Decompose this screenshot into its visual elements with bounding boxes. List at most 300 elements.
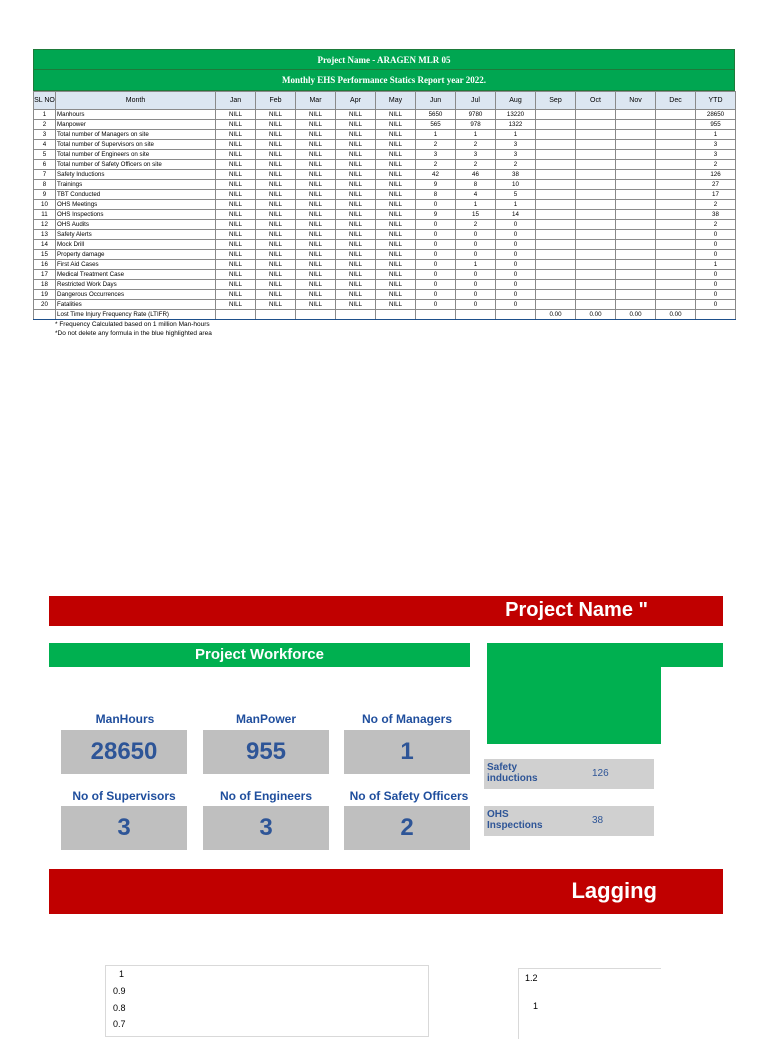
row-number: 5 (34, 150, 56, 160)
table-cell: 0 (456, 250, 496, 260)
project-name-text: Project Name " (505, 599, 648, 621)
table-cell: NILL (376, 280, 416, 290)
table-cell: NILL (296, 110, 336, 120)
ytd-cell: 27 (696, 180, 736, 190)
ytd-cell: 0 (696, 250, 736, 260)
ytd-cell: 28650 (696, 110, 736, 120)
table-cell: NILL (296, 300, 336, 310)
table-cell: 46 (456, 170, 496, 180)
report-subtitle: Monthly EHS Performance Statics Report year 2022. (33, 70, 735, 91)
table-cell: NILL (256, 260, 296, 270)
table-cell: 2 (416, 140, 456, 150)
table-cell: 1 (456, 200, 496, 210)
table-cell: 0.00 (656, 310, 696, 320)
table-cell: NILL (256, 140, 296, 150)
column-header: Sep (536, 92, 576, 110)
table-cell: NILL (376, 140, 416, 150)
chart-right-tick: 1 (533, 1001, 539, 1011)
column-header: SL NO (34, 92, 56, 110)
table-cell (616, 150, 656, 160)
column-header: Jun (416, 92, 456, 110)
table-cell (576, 200, 616, 210)
table-cell: NILL (256, 300, 296, 310)
table-cell: NILL (336, 260, 376, 270)
column-header: Feb (256, 92, 296, 110)
table-cell (656, 200, 696, 210)
table-cell: 0 (416, 260, 456, 270)
table-cell (576, 180, 616, 190)
table-cell (616, 200, 656, 210)
row-metric-name: OHS Meetings (56, 200, 216, 210)
row-number: 14 (34, 240, 56, 250)
table-cell: 0 (416, 230, 456, 240)
table-cell: NILL (336, 220, 376, 230)
table-cell: 565 (416, 120, 456, 130)
mini-value-inspections: 38 (592, 815, 604, 826)
table-cell: 0 (496, 270, 536, 280)
table-cell: 4 (456, 190, 496, 200)
table-cell: 0 (416, 270, 456, 280)
table-cell: NILL (296, 180, 336, 190)
table-cell: NILL (256, 150, 296, 160)
table-cell: NILL (296, 250, 336, 260)
kpi-label-manpower: ManPower (235, 712, 296, 726)
table-cell: NILL (376, 300, 416, 310)
table-cell: NILL (336, 210, 376, 220)
table-cell: NILL (376, 270, 416, 280)
table-cell: NILL (296, 290, 336, 300)
column-header: Jan (216, 92, 256, 110)
table-row (34, 120, 736, 130)
table-cell: 0 (496, 260, 536, 270)
table-cell (536, 190, 576, 200)
table-cell: NILL (336, 300, 376, 310)
table-cell: 0.00 (576, 310, 616, 320)
table-cell (616, 230, 656, 240)
table-row (34, 220, 736, 230)
table-cell (656, 190, 696, 200)
row-number: 6 (34, 160, 56, 170)
table-cell: NILL (216, 110, 256, 120)
table-cell (576, 290, 616, 300)
kpi-value-manpower: 955 (203, 730, 329, 774)
stats-table (33, 91, 736, 320)
table-cell: 0 (416, 220, 456, 230)
table-cell: NILL (216, 180, 256, 190)
table-row (34, 260, 736, 270)
row-number: 18 (34, 280, 56, 290)
table-cell: 2 (416, 160, 456, 170)
table-cell: NILL (376, 200, 416, 210)
table-cell (656, 260, 696, 270)
table-cell (256, 310, 296, 320)
table-cell: 0 (456, 290, 496, 300)
mini-label-inspections: OHS Inspections (487, 809, 543, 831)
kpi-value-manhours: 28650 (61, 730, 187, 774)
row-metric-name: TBT Conducted (56, 190, 216, 200)
table-cell (576, 110, 616, 120)
table-cell: NILL (336, 290, 376, 300)
row-metric-name: Restricted Work Days (56, 280, 216, 290)
ltifr-row (34, 310, 736, 320)
project-name-banner (49, 596, 723, 626)
table-cell: NILL (336, 230, 376, 240)
ytd-cell: 3 (696, 140, 736, 150)
lagging-banner (49, 869, 723, 914)
table-cell: NILL (296, 150, 336, 160)
table-cell: 0 (456, 300, 496, 310)
table-cell: NILL (336, 170, 376, 180)
kpi-value-managers: 1 (344, 730, 470, 774)
table-row (34, 280, 736, 290)
table-cell (656, 170, 696, 180)
table-cell (656, 280, 696, 290)
mini-card-inductions (484, 759, 654, 789)
table-cell: NILL (296, 120, 336, 130)
table-cell: 3 (416, 150, 456, 160)
table-cell: NILL (336, 250, 376, 260)
table-cell: 0 (456, 270, 496, 280)
kpi-value-engineers: 3 (203, 806, 329, 850)
table-cell (656, 120, 696, 130)
table-cell: NILL (256, 190, 296, 200)
table-cell: NILL (376, 230, 416, 240)
row-metric-name: OHS Audits (56, 220, 216, 230)
table-cell (576, 190, 616, 200)
ytd-cell: 1 (696, 260, 736, 270)
table-cell (576, 300, 616, 310)
row-number: 13 (34, 230, 56, 240)
table-cell: NILL (216, 210, 256, 220)
project-workforce-header: Project Workforce (49, 643, 470, 667)
row-metric-name: Property damage (56, 250, 216, 260)
table-cell (336, 310, 376, 320)
table-cell: 3 (456, 150, 496, 160)
table-row (34, 130, 736, 140)
table-row (34, 210, 736, 220)
table-cell (536, 290, 576, 300)
report-notes (33, 320, 735, 338)
row-metric-name: OHS Inspections (56, 210, 216, 220)
chart-left-tick: 0.9 (113, 986, 126, 996)
ltifr-label: Lost Time Injury Frequency Rate (LTIFR) (56, 310, 216, 320)
table-cell: NILL (376, 110, 416, 120)
row-metric-name: Dangerous Occurrences (56, 290, 216, 300)
lagging-chart-right (518, 968, 661, 1039)
table-cell: 9 (416, 210, 456, 220)
table-cell: 2 (456, 160, 496, 170)
row-number: 2 (34, 120, 56, 130)
table-cell: 0 (416, 200, 456, 210)
row-metric-name: Total number of Engineers on site (56, 150, 216, 160)
row-number: 8 (34, 180, 56, 190)
table-cell: 0 (496, 240, 536, 250)
table-row (34, 110, 736, 120)
note-frequency: * Frequency Calculated based on 1 million Man-hours (55, 321, 210, 328)
kpi-value-safety-officers: 2 (344, 806, 470, 850)
table-cell: NILL (216, 230, 256, 240)
table-cell: 1 (456, 130, 496, 140)
table-cell: NILL (216, 260, 256, 270)
ytd-cell: 0 (696, 230, 736, 240)
table-cell (616, 250, 656, 260)
table-cell: 0 (496, 250, 536, 260)
table-cell (616, 140, 656, 150)
table-cell: 2 (496, 160, 536, 170)
ytd-cell: 38 (696, 210, 736, 220)
green-panel (487, 643, 661, 744)
table-cell: 0 (456, 240, 496, 250)
table-cell: 2 (456, 140, 496, 150)
column-header: Mar (296, 92, 336, 110)
column-header: Jul (456, 92, 496, 110)
table-cell (656, 150, 696, 160)
column-header: May (376, 92, 416, 110)
table-row (34, 190, 736, 200)
table-cell: 8 (456, 180, 496, 190)
table-cell: NILL (216, 120, 256, 130)
table-cell: 38 (496, 170, 536, 180)
ytd-cell: 1 (696, 130, 736, 140)
table-cell: 1 (456, 260, 496, 270)
table-cell (536, 280, 576, 290)
table-cell: NILL (216, 170, 256, 180)
table-cell (536, 150, 576, 160)
table-cell (616, 120, 656, 130)
table-cell: NILL (376, 160, 416, 170)
table-cell (656, 270, 696, 280)
table-cell: NILL (216, 140, 256, 150)
table-cell (536, 200, 576, 210)
ytd-cell: 0 (696, 290, 736, 300)
table-cell (296, 310, 336, 320)
ytd-cell: 0 (696, 240, 736, 250)
column-header: Month (56, 92, 216, 110)
table-cell: NILL (216, 150, 256, 160)
table-cell: NILL (296, 280, 336, 290)
table-cell: 8 (416, 190, 456, 200)
table-cell: 14 (496, 210, 536, 220)
table-cell (536, 160, 576, 170)
table-cell: 0 (416, 240, 456, 250)
table-cell: NILL (256, 170, 296, 180)
table-row (34, 230, 736, 240)
row-number: 1 (34, 110, 56, 120)
table-cell (656, 140, 696, 150)
table-cell: NILL (376, 250, 416, 260)
table-cell (616, 290, 656, 300)
table-cell (536, 240, 576, 250)
table-cell: NILL (296, 140, 336, 150)
green-strip (661, 643, 723, 667)
table-cell: NILL (216, 270, 256, 280)
table-cell: NILL (256, 230, 296, 240)
table-cell: NILL (256, 290, 296, 300)
table-cell: NILL (216, 250, 256, 260)
table-cell: 0 (496, 300, 536, 310)
table-cell (536, 300, 576, 310)
table-cell: NILL (296, 240, 336, 250)
table-cell: NILL (336, 190, 376, 200)
table-cell (576, 210, 616, 220)
column-header: Nov (616, 92, 656, 110)
ytd-cell: 2 (696, 200, 736, 210)
table-cell (576, 280, 616, 290)
ytd-cell: 126 (696, 170, 736, 180)
table-cell: NILL (376, 180, 416, 190)
table-cell: 5650 (416, 110, 456, 120)
table-cell (536, 210, 576, 220)
table-cell (656, 300, 696, 310)
table-cell: NILL (256, 280, 296, 290)
table-cell (536, 130, 576, 140)
kpi-label-managers: No of Managers (361, 712, 452, 726)
row-metric-name: Total number of Safety Officers on site (56, 160, 216, 170)
table-cell: NILL (296, 220, 336, 230)
table-cell: 0 (416, 250, 456, 260)
mini-label-inductions: Safety inductions (487, 762, 538, 784)
table-row (34, 180, 736, 190)
table-cell: NILL (296, 230, 336, 240)
table-cell (656, 250, 696, 260)
ytd-cell: 2 (696, 160, 736, 170)
row-number: 4 (34, 140, 56, 150)
table-cell: 0.00 (616, 310, 656, 320)
table-cell (656, 110, 696, 120)
table-cell: NILL (216, 200, 256, 210)
table-cell (616, 280, 656, 290)
table-cell (576, 240, 616, 250)
table-cell: NILL (296, 200, 336, 210)
ytd-cell: 955 (696, 120, 736, 130)
table-cell: NILL (216, 130, 256, 140)
table-cell (616, 170, 656, 180)
table-row (34, 270, 736, 280)
table-cell: 5 (496, 190, 536, 200)
table-row (34, 140, 736, 150)
table-cell: 9780 (456, 110, 496, 120)
row-number: 17 (34, 270, 56, 280)
column-header: YTD (696, 92, 736, 110)
table-cell: NILL (376, 130, 416, 140)
table-cell: NILL (216, 190, 256, 200)
table-cell: 1 (416, 130, 456, 140)
table-cell: NILL (296, 130, 336, 140)
table-cell (34, 310, 56, 320)
row-number: 15 (34, 250, 56, 260)
table-cell (576, 260, 616, 270)
ytd-cell: 0 (696, 270, 736, 280)
table-cell: 0 (456, 280, 496, 290)
table-cell: NILL (296, 210, 336, 220)
table-row (34, 290, 736, 300)
table-cell: NILL (376, 210, 416, 220)
table-cell: NILL (336, 160, 376, 170)
table-cell: NILL (336, 270, 376, 280)
table-cell: NILL (376, 190, 416, 200)
row-number: 19 (34, 290, 56, 300)
table-cell: 0 (416, 280, 456, 290)
table-cell: 0 (496, 280, 536, 290)
table-cell: 3 (496, 140, 536, 150)
table-cell (576, 150, 616, 160)
table-cell: NILL (216, 240, 256, 250)
table-cell: NILL (256, 240, 296, 250)
table-cell: 2 (456, 220, 496, 230)
kpi-value-supervisors: 3 (61, 806, 187, 850)
table-cell: NILL (256, 200, 296, 210)
table-row (34, 150, 736, 160)
table-cell (416, 310, 456, 320)
table-cell: NILL (256, 110, 296, 120)
table-cell: NILL (256, 270, 296, 280)
table-cell (576, 220, 616, 230)
row-metric-name: Medical Treatment Case (56, 270, 216, 280)
row-metric-name: First Aid Cases (56, 260, 216, 270)
table-cell (616, 180, 656, 190)
table-cell (616, 130, 656, 140)
ehs-report (33, 49, 735, 338)
table-cell (656, 130, 696, 140)
table-cell: NILL (216, 290, 256, 300)
table-cell: NILL (216, 220, 256, 230)
table-cell (536, 110, 576, 120)
table-cell: NILL (336, 150, 376, 160)
table-cell: NILL (296, 190, 336, 200)
table-cell: NILL (376, 240, 416, 250)
column-header: Aug (496, 92, 536, 110)
table-cell (536, 180, 576, 190)
table-cell (496, 310, 536, 320)
kpi-label-supervisors: No of Supervisors (72, 789, 176, 803)
column-header: Oct (576, 92, 616, 110)
table-cell (576, 130, 616, 140)
table-cell: NILL (256, 250, 296, 260)
column-header: Dec (656, 92, 696, 110)
table-cell (656, 220, 696, 230)
table-cell (616, 210, 656, 220)
table-cell: NILL (376, 220, 416, 230)
ytd-cell: 2 (696, 220, 736, 230)
chart-left-tick: 0.8 (113, 1003, 126, 1013)
table-header-row (34, 92, 736, 110)
table-cell: NILL (256, 160, 296, 170)
row-number: 16 (34, 260, 56, 270)
table-cell: 10 (496, 180, 536, 190)
table-cell (656, 240, 696, 250)
table-cell: 0 (496, 230, 536, 240)
table-cell: 9 (416, 180, 456, 190)
row-metric-name: Fatalities (56, 300, 216, 310)
table-row (34, 160, 736, 170)
lagging-title: Lagging (571, 878, 657, 903)
row-metric-name: Total number of Supervisors on site (56, 140, 216, 150)
table-cell: NILL (296, 170, 336, 180)
table-cell: NILL (336, 130, 376, 140)
row-metric-name: Mock Drill (56, 240, 216, 250)
row-metric-name: Manhours (56, 110, 216, 120)
table-row (34, 240, 736, 250)
lagging-chart-left (105, 965, 429, 1037)
table-row (34, 170, 736, 180)
chart-right-tick: 1.2 (525, 973, 538, 983)
table-cell: 0 (456, 230, 496, 240)
table-cell: 13220 (496, 110, 536, 120)
table-cell: 978 (456, 120, 496, 130)
kpi-label-safety-officers: No of Safety Officers (349, 789, 469, 803)
chart-left-tick: 0.7 (113, 1019, 126, 1029)
table-cell (536, 120, 576, 130)
